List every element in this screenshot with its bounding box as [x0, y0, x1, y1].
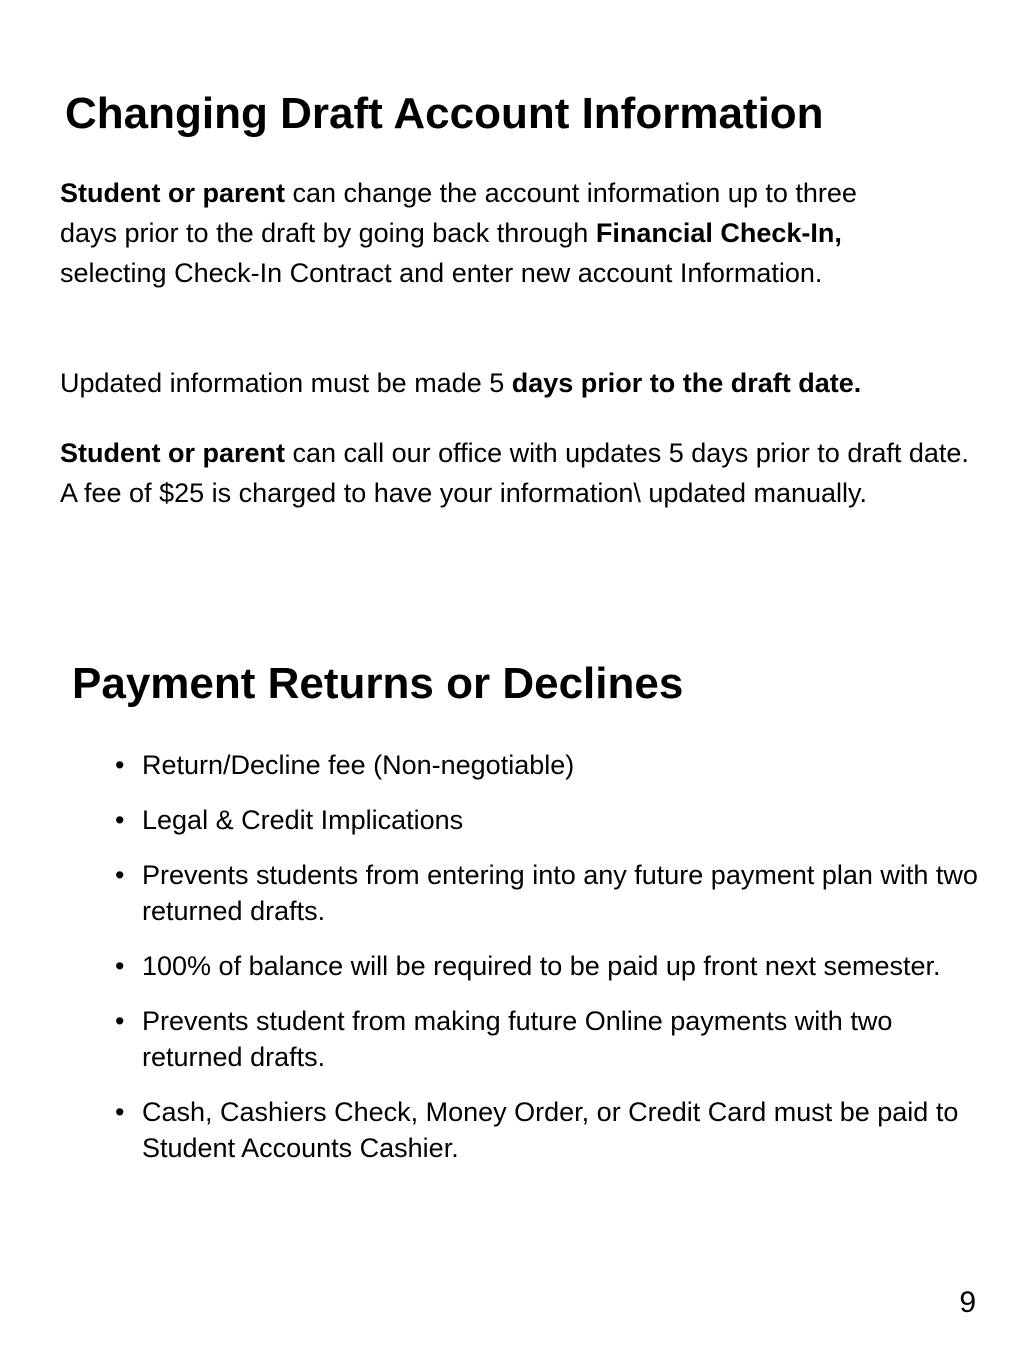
bold-text: days prior to the draft date. [511, 368, 862, 398]
list-item [115, 1094, 985, 1166]
list-item-text: Cash, Cashiers Check, Money Order, or Credit Card must be paid to Student Accounts Cashier. [142, 1097, 959, 1163]
page-number: 9 [959, 1286, 976, 1319]
bullet-icon: • [115, 750, 125, 780]
list-item [115, 948, 985, 984]
body-text: can change the account information up to three days prior to the draft by going back through [60, 178, 857, 248]
body-text: can call our office with updates 5 days prior to draft date. A fee of $25 is charged to have your information\ updated manually. [60, 438, 969, 508]
paragraph-update-deadline [60, 363, 980, 403]
bullet-icon: • [115, 1097, 125, 1127]
list-item-text: 100% of balance will be required to be paid up front next semester. [142, 951, 941, 981]
body-text: Updated information must be made 5 [60, 368, 512, 398]
bullet-icon: • [115, 951, 125, 981]
paragraph-office-call [60, 433, 980, 513]
bold-text: Student or parent [60, 438, 286, 468]
paragraph-account-change [60, 173, 920, 293]
section-title-payment-returns: Payment Returns or Declines [72, 659, 684, 708]
bullet-icon: • [115, 1006, 125, 1036]
list-item [115, 1003, 985, 1075]
bold-text: Financial Check-In, [595, 218, 842, 248]
list-item-text: Return/Decline fee (Non-negotiable) [142, 750, 575, 780]
list-item-text: Prevents student from making future Online payments with two returned drafts. [142, 1006, 893, 1072]
bold-text: Student or parent [60, 178, 286, 208]
list-item-text: Prevents students from entering into any future payment plan with two returned drafts. [142, 860, 978, 926]
section-title-changing-draft: Changing Draft Account Information [65, 89, 824, 138]
bullet-icon: • [115, 860, 125, 890]
list-item [115, 802, 985, 838]
list-item [115, 747, 985, 783]
body-text: selecting Check-In Contract and enter new account Information. [60, 258, 823, 288]
list-item-text: Legal & Credit Implications [142, 805, 464, 835]
list-item [115, 857, 985, 929]
bullet-icon: • [115, 805, 125, 835]
bullet-list [115, 747, 985, 1185]
